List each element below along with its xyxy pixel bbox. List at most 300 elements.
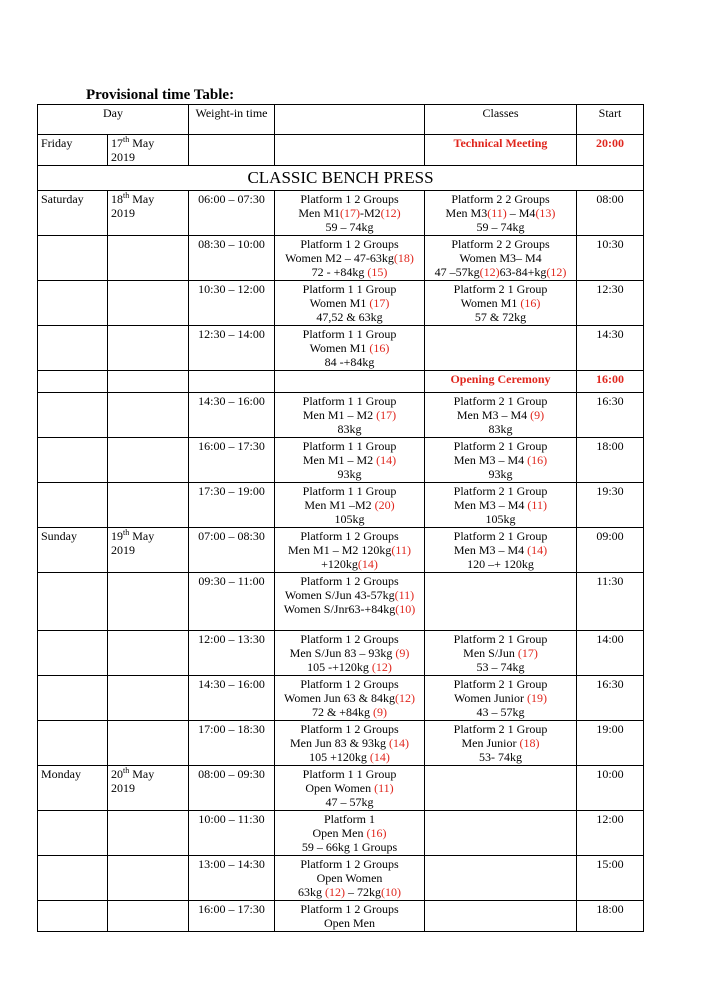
lifter-count: (19)	[527, 691, 548, 705]
schedule-row	[38, 528, 644, 573]
lifter-count: (9)	[395, 646, 410, 660]
platform2-cell	[425, 191, 577, 236]
class-text: Open Men	[312, 826, 367, 840]
lifter-count: (9)	[373, 705, 388, 719]
date-day: 20	[111, 767, 123, 781]
platform2-cell	[425, 528, 577, 573]
day-cell: Saturday	[38, 191, 108, 236]
class-line	[278, 484, 421, 498]
platform1-cell	[275, 631, 425, 676]
class-line	[428, 529, 573, 543]
event-name: Technical Meeting	[425, 135, 577, 166]
class-text: Platform 2 1 Group	[453, 484, 548, 498]
time-cell: 17:30 – 19:00	[189, 483, 275, 528]
class-line	[428, 691, 573, 705]
platform2-cell	[425, 901, 577, 932]
lifter-count: (11)	[374, 781, 394, 795]
lifter-count: (10)	[395, 602, 416, 616]
section-title: CLASSIC BENCH PRESS	[38, 166, 644, 191]
class-text: 84 -+84kg	[324, 355, 375, 369]
class-line	[278, 310, 421, 324]
class-line	[428, 736, 573, 750]
start-cell: 19:00	[577, 721, 644, 766]
platform1-cell	[275, 573, 425, 631]
class-line	[278, 467, 421, 481]
class-text: Platform 1 2 Groups	[300, 902, 399, 916]
lifter-count: (12)	[395, 691, 416, 705]
time-cell: 06:00 – 07:30	[189, 191, 275, 236]
event-blank	[275, 371, 425, 393]
class-text: 59 – 66kg 1 Groups	[301, 840, 398, 854]
section-row	[38, 166, 644, 191]
schedule-row	[38, 371, 644, 393]
lifter-count: (20)	[374, 498, 395, 512]
class-text: Men M3 – M4	[456, 408, 531, 422]
platform2-cell	[425, 573, 577, 631]
lifter-count: (17)	[369, 296, 390, 310]
class-line	[278, 512, 421, 526]
time-cell: 16:00 – 17:30	[189, 438, 275, 483]
time-cell: 14:30 – 16:00	[189, 676, 275, 721]
start-cell: 18:00	[577, 438, 644, 483]
timetable	[37, 104, 644, 932]
class-line	[278, 722, 421, 736]
class-line	[428, 439, 573, 453]
lifter-count: (9)	[530, 408, 545, 422]
class-text: Men Junior	[461, 736, 520, 750]
class-line	[278, 646, 421, 660]
class-text: – M4	[506, 206, 536, 220]
class-text: 63kg	[298, 885, 325, 899]
class-line	[428, 296, 573, 310]
day-cell	[38, 901, 108, 932]
class-text: Women Jun 63 & 84kg	[283, 691, 396, 705]
class-line	[278, 588, 421, 602]
header-weighin: Weight-in time	[189, 105, 275, 135]
class-text: Men M3 – M4	[454, 498, 528, 512]
platform2-cell	[425, 483, 577, 528]
class-text: Open Women	[305, 781, 375, 795]
class-text: 93kg	[337, 467, 362, 481]
day-cell	[38, 438, 108, 483]
class-text: Platform 1 2 Groups	[300, 237, 399, 251]
class-text: 47,52 & 63kg	[316, 310, 383, 324]
class-text: 72 - +84kg	[311, 265, 368, 279]
class-line	[278, 826, 421, 840]
start-cell: 18:00	[577, 901, 644, 932]
lifter-count: (12)	[325, 885, 345, 899]
class-line	[278, 355, 421, 369]
schedule-row	[38, 901, 644, 932]
class-line	[278, 422, 421, 436]
date-cell	[108, 281, 189, 326]
lifter-count: (14)	[376, 453, 397, 467]
class-text: Platform 1 2 Groups	[300, 192, 399, 206]
class-text: Men M3 – M4	[453, 453, 528, 467]
class-line	[428, 660, 573, 674]
class-text: +120kg	[321, 557, 358, 571]
class-text: 59 – 74kg	[325, 220, 374, 234]
class-line	[428, 677, 573, 691]
class-text: Women M1	[460, 296, 521, 310]
class-line	[428, 251, 573, 265]
class-line	[278, 795, 421, 809]
schedule-row	[38, 281, 644, 326]
date-cell	[108, 811, 189, 856]
date-year: 2019	[111, 150, 135, 164]
platform1-cell	[275, 676, 425, 721]
platform2-cell	[425, 811, 577, 856]
day-cell	[38, 483, 108, 528]
date-cell	[108, 721, 189, 766]
time-cell: 14:30 – 16:00	[189, 393, 275, 438]
date-month: May	[129, 192, 155, 206]
schedule-row	[38, 766, 644, 811]
class-line	[278, 529, 421, 543]
class-line	[428, 237, 573, 251]
class-line	[278, 705, 421, 719]
platform1-cell	[275, 393, 425, 438]
class-line	[278, 265, 421, 279]
lifter-count: (16)	[369, 341, 390, 355]
class-text: 83kg	[488, 422, 513, 436]
date-cell	[108, 856, 189, 901]
lifter-count: (17)	[340, 206, 360, 220]
date-cell	[108, 528, 189, 573]
schedule-row	[38, 135, 644, 166]
schedule-row	[38, 676, 644, 721]
date-day: 19	[111, 529, 123, 543]
day-cell	[38, 676, 108, 721]
header-row	[38, 105, 644, 135]
date-suffix: th	[123, 191, 130, 200]
header-blank	[275, 105, 425, 135]
date-year: 2019	[111, 781, 135, 795]
class-line	[278, 840, 421, 854]
date-cell	[108, 901, 189, 932]
class-text: Women M3– M4	[459, 251, 542, 265]
class-line	[278, 394, 421, 408]
class-text: – 72kg	[345, 885, 381, 899]
day-cell	[38, 371, 108, 393]
class-text: 105kg	[485, 512, 516, 526]
schedule-row	[38, 393, 644, 438]
class-text: Women Junior	[453, 691, 528, 705]
day-cell	[38, 721, 108, 766]
class-text: Platform 2 1 Group	[453, 677, 548, 691]
event-name: Opening Ceremony	[425, 371, 577, 393]
time-cell: 07:00 – 08:30	[189, 528, 275, 573]
lifter-count: (18)	[519, 736, 540, 750]
date-cell	[108, 483, 189, 528]
class-text: Women S/Jnr63-+84kg	[283, 602, 396, 616]
class-line	[428, 220, 573, 234]
lifter-count: (17)	[376, 408, 397, 422]
class-text: Platform 2 1 Group	[453, 439, 548, 453]
platform1-cell	[275, 281, 425, 326]
platform1-cell	[275, 135, 425, 166]
class-line	[428, 408, 573, 422]
class-text: Platform 1	[324, 812, 375, 826]
time-cell: 12:30 – 14:00	[189, 326, 275, 371]
class-text: Men M3	[445, 206, 488, 220]
class-text: 47 –57kg	[434, 265, 480, 279]
day-cell: Monday	[38, 766, 108, 811]
lifter-count: (11)	[487, 206, 507, 220]
date-cell	[108, 236, 189, 281]
lifter-count: (13)	[535, 206, 556, 220]
class-text: Women M2 – 47-63kg	[285, 251, 394, 265]
class-text: 105kg	[334, 512, 365, 526]
class-text: Men M3 – M4	[453, 543, 528, 557]
date-month: May	[129, 136, 155, 150]
lifter-count: (11)	[391, 543, 411, 557]
time-cell: 08:30 – 10:00	[189, 236, 275, 281]
header-day: Day	[38, 105, 189, 135]
class-text: Platform 1 1 Group	[302, 394, 397, 408]
platform2-cell	[425, 393, 577, 438]
class-text: Platform 1 2 Groups	[300, 722, 399, 736]
platform2-cell	[425, 236, 577, 281]
class-line	[278, 498, 421, 512]
time-cell: 13:00 – 14:30	[189, 856, 275, 901]
class-text: Men M1 – M2	[302, 453, 377, 467]
class-line	[428, 750, 573, 764]
class-text: Open Men	[324, 916, 375, 930]
page-title: Provisional time Table:	[86, 87, 235, 103]
class-text: Men Jun 83 & 93kg	[290, 736, 389, 750]
class-text: 93kg	[488, 467, 513, 481]
class-text: Platform 1 1 Group	[302, 767, 397, 781]
lifter-count: (14)	[527, 543, 548, 557]
platform1-cell	[275, 528, 425, 573]
start-cell: 12:30	[577, 281, 644, 326]
lifter-count: (12)	[546, 265, 567, 279]
schedule-row	[38, 721, 644, 766]
schedule-row	[38, 191, 644, 236]
class-text: Platform 2 1 Group	[453, 632, 548, 646]
class-line	[428, 394, 573, 408]
class-line	[428, 484, 573, 498]
class-line	[428, 512, 573, 526]
class-text: 47 – 57kg	[325, 795, 374, 809]
day-cell	[38, 811, 108, 856]
class-text: Platform 1 2 Groups	[300, 677, 399, 691]
class-line	[278, 857, 421, 871]
class-line	[428, 453, 573, 467]
date-cell	[108, 371, 189, 393]
day-cell	[38, 573, 108, 631]
class-text: 105 -+120kg	[307, 660, 372, 674]
class-line	[278, 902, 421, 916]
start-cell: 16:00	[577, 371, 644, 393]
start-cell: 14:30	[577, 326, 644, 371]
date-month: May	[129, 767, 155, 781]
class-line	[278, 871, 421, 885]
platform2-cell	[425, 856, 577, 901]
class-line	[278, 251, 421, 265]
class-line	[428, 192, 573, 206]
time-cell	[189, 371, 275, 393]
date-cell	[108, 135, 189, 166]
class-line	[278, 781, 421, 795]
class-text: 57 & 72kg	[474, 310, 527, 324]
time-cell: 16:00 – 17:30	[189, 901, 275, 932]
lifter-count: (16)	[527, 453, 548, 467]
class-text: Men S/Jun	[463, 646, 518, 660]
class-text: Platform 1 1 Group	[302, 484, 397, 498]
lifter-count: (14)	[389, 736, 409, 750]
start-cell: 12:00	[577, 811, 644, 856]
class-line	[428, 722, 573, 736]
platform2-cell	[425, 676, 577, 721]
class-text: Men M1 – M2 120kg	[288, 543, 392, 557]
date-year: 2019	[111, 543, 135, 557]
class-line	[428, 206, 573, 220]
time-cell: 12:00 – 13:30	[189, 631, 275, 676]
start-cell: 16:30	[577, 393, 644, 438]
start-cell: 14:00	[577, 631, 644, 676]
class-text: 120 –+ 120kg	[467, 557, 534, 571]
class-line	[278, 885, 421, 899]
start-cell: 10:00	[577, 766, 644, 811]
lifter-count: (16)	[520, 296, 541, 310]
date-day: 18	[111, 192, 123, 206]
class-line	[278, 296, 421, 310]
day-cell	[38, 393, 108, 438]
class-line	[278, 192, 421, 206]
lifter-count: (12)	[479, 265, 500, 279]
class-text: Platform 2 2 Groups	[451, 192, 550, 206]
platform1-cell	[275, 326, 425, 371]
class-text: Open Women	[316, 871, 383, 885]
class-line	[278, 282, 421, 296]
day-cell	[38, 326, 108, 371]
class-text: Platform 2 1 Group	[453, 722, 548, 736]
class-text: Platform 1 2 Groups	[300, 529, 399, 543]
class-line	[278, 602, 421, 616]
date-suffix: th	[123, 528, 130, 537]
schedule-row	[38, 438, 644, 483]
class-text: -M2	[360, 206, 381, 220]
date-cell	[108, 438, 189, 483]
class-line	[428, 498, 573, 512]
class-text: Platform 2 1 Group	[453, 529, 548, 543]
day-cell	[38, 236, 108, 281]
class-text: Platform 2 1 Group	[453, 394, 548, 408]
schedule-row	[38, 811, 644, 856]
class-text: Platform 1 1 Group	[302, 327, 397, 341]
class-line	[278, 750, 421, 764]
time-cell: 08:00 – 09:30	[189, 766, 275, 811]
schedule-row	[38, 326, 644, 371]
platform1-cell	[275, 483, 425, 528]
class-line	[278, 632, 421, 646]
class-line	[278, 408, 421, 422]
time-cell: 10:30 – 12:00	[189, 281, 275, 326]
date-cell	[108, 676, 189, 721]
lifter-count: (12)	[380, 206, 401, 220]
class-text: Men M1 –M2	[304, 498, 375, 512]
start-cell: 16:30	[577, 676, 644, 721]
class-line	[278, 736, 421, 750]
class-text: Platform 1 2 Groups	[300, 632, 399, 646]
class-text: Platform 2 2 Groups	[451, 237, 550, 251]
class-line	[278, 574, 421, 588]
lifter-count: (14)	[369, 750, 390, 764]
class-line	[278, 327, 421, 341]
time-cell: 09:30 – 11:00	[189, 573, 275, 631]
schedule-row	[38, 856, 644, 901]
class-text: 53 – 74kg	[476, 660, 525, 674]
class-line	[428, 543, 573, 557]
platform2-cell	[425, 438, 577, 483]
platform2-cell	[425, 721, 577, 766]
start-cell: 09:00	[577, 528, 644, 573]
class-text: Platform 1 2 Groups	[300, 857, 399, 871]
platform1-cell	[275, 811, 425, 856]
class-text: 53- 74kg	[479, 750, 522, 764]
lifter-count: (12)	[371, 660, 392, 674]
lifter-count: (14)	[357, 557, 378, 571]
class-text: 59 – 74kg	[476, 220, 525, 234]
class-line	[428, 705, 573, 719]
class-line	[278, 557, 421, 571]
class-text: Platform 2 1 Group	[453, 282, 548, 296]
date-cell	[108, 631, 189, 676]
class-line	[428, 646, 573, 660]
lifter-count: (15)	[367, 265, 388, 279]
class-line	[278, 237, 421, 251]
lifter-count: (11)	[394, 588, 415, 602]
platform1-cell	[275, 766, 425, 811]
class-text: 83kg	[337, 422, 362, 436]
platform1-cell	[275, 901, 425, 932]
class-text: 72 & +84kg	[311, 705, 374, 719]
day-cell	[38, 281, 108, 326]
date-cell	[108, 766, 189, 811]
class-line	[278, 439, 421, 453]
class-text: Women S/Jun 43-57kg	[284, 588, 395, 602]
platform2-cell	[425, 281, 577, 326]
class-line	[428, 282, 573, 296]
class-line	[278, 916, 421, 930]
platform2-cell	[425, 631, 577, 676]
date-cell	[108, 573, 189, 631]
time-cell: 10:00 – 11:30	[189, 811, 275, 856]
platform1-cell	[275, 438, 425, 483]
date-month: May	[129, 529, 155, 543]
start-cell: 15:00	[577, 856, 644, 901]
start-cell: 19:30	[577, 483, 644, 528]
platform1-cell	[275, 191, 425, 236]
platform2-cell	[425, 766, 577, 811]
class-text: Platform 1 1 Group	[302, 439, 397, 453]
class-text: Women M1	[309, 296, 370, 310]
date-cell	[108, 191, 189, 236]
class-text: 63-84+kg	[499, 265, 547, 279]
class-text: Platform 1 2 Groups	[300, 574, 399, 588]
date-year: 2019	[111, 206, 135, 220]
class-text: Men M1 – M2	[302, 408, 377, 422]
header-start: Start	[577, 105, 644, 135]
class-line	[428, 467, 573, 481]
class-text: Women M1	[309, 341, 370, 355]
date-suffix: th	[123, 135, 130, 144]
date-cell	[108, 326, 189, 371]
class-line	[428, 422, 573, 436]
class-line	[428, 310, 573, 324]
